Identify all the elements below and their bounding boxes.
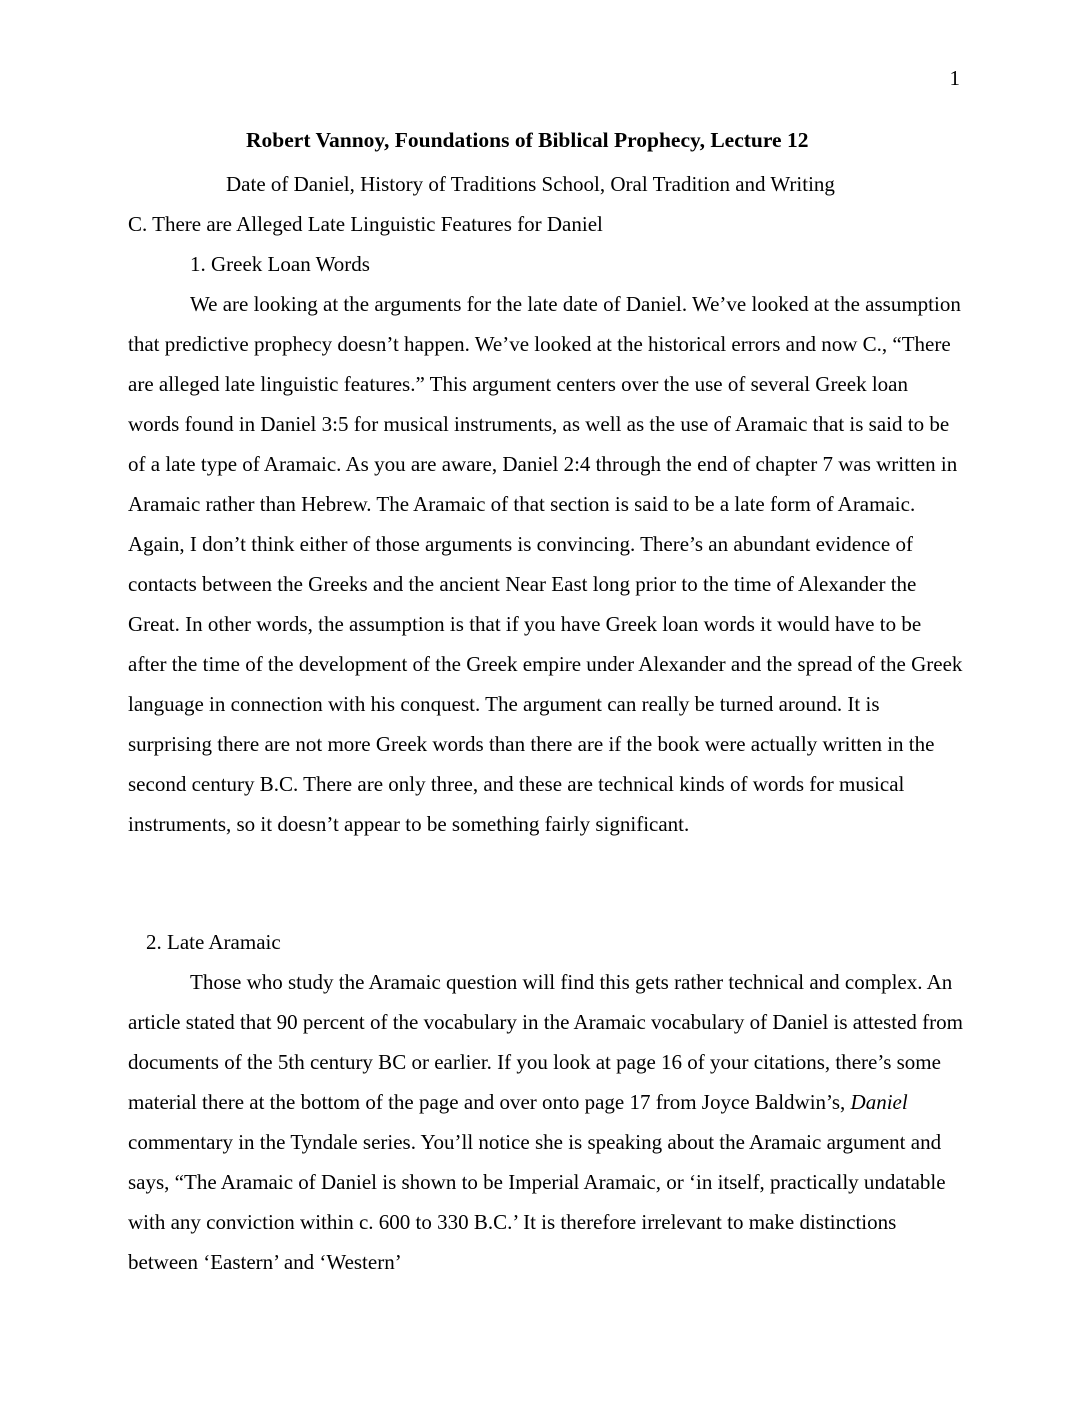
subheading-late-aramaic: 2. Late Aramaic [146, 930, 281, 954]
document-subtitle: Date of Daniel, History of Traditions School, Oral Tradition and Writing [226, 172, 835, 196]
page-number: 1 [949, 66, 960, 90]
subheading-greek-loan-words: 1. Greek Loan Words [190, 252, 370, 276]
paragraph-greek-loan-words: We are looking at the arguments for the late date of Daniel. We’ve looked at the assumption that predictive prophecy doesn’t happen. We’ve looked at the historical errors and now C., “There are alleged late linguistic features.” This argument centers over the use of several Greek loan words found in Daniel 3:5 for musical instruments, as well as the use of Aramaic that is said to be of a late type of Aramaic. As you are aware, Daniel 2:4 through the end of chapter 7 was written in Aramaic rather than Hebrew. The Aramaic of that section is said to be a late form of Aramaic. Again, I don’t think either of those arguments is convincing. There’s an abundant evidence of contacts between the Greeks and the ancient Near East long prior to the time of Alexander the Great. In other words, the assumption is that if you have Greek loan words it would have to be after the time of the development of the Greek empire under Alexander and the spread of the Greek language in connection with his conquest. The argument can really be turned around. It is surprising there are not more Greek words than there are if the book were actually written in the second century B.C. There are only three, and these are technical kinds of words for musical instruments, so it doesn’t appear to be something fairly significant. [128, 292, 963, 836]
paragraph-text-before: Those who study the Aramaic question will find this gets rather technical and complex. An article stated that 90 percent of the vocabulary in the Aramaic vocabulary of Daniel is attested from documents of the 5th century BC or earlier. If you look at page 16 of your citations, there’s some material there at the bottom of the page and over onto page 17 from Joyce Baldwin’s, [128, 970, 964, 1114]
paragraph-late-aramaic [128, 962, 964, 1282]
section-heading-c: C. There are Alleged Late Linguistic Features for Daniel [128, 212, 603, 236]
paragraph-text-after: commentary in the Tyndale series. You’ll notice she is speaking about the Aramaic argument and says, “The Aramaic of Daniel is shown to be Imperial Aramaic, or ‘in itself, practically undatable with any conviction within c. 600 to 330 B.C.’ It is therefore irrelevant to make distinctions between ‘Eastern’ and ‘Western’ [128, 1130, 946, 1274]
book-title-daniel: Daniel [850, 1090, 908, 1114]
document-title: Robert Vannoy, Foundations of Biblical Prophecy, Lecture 12 [246, 128, 809, 152]
